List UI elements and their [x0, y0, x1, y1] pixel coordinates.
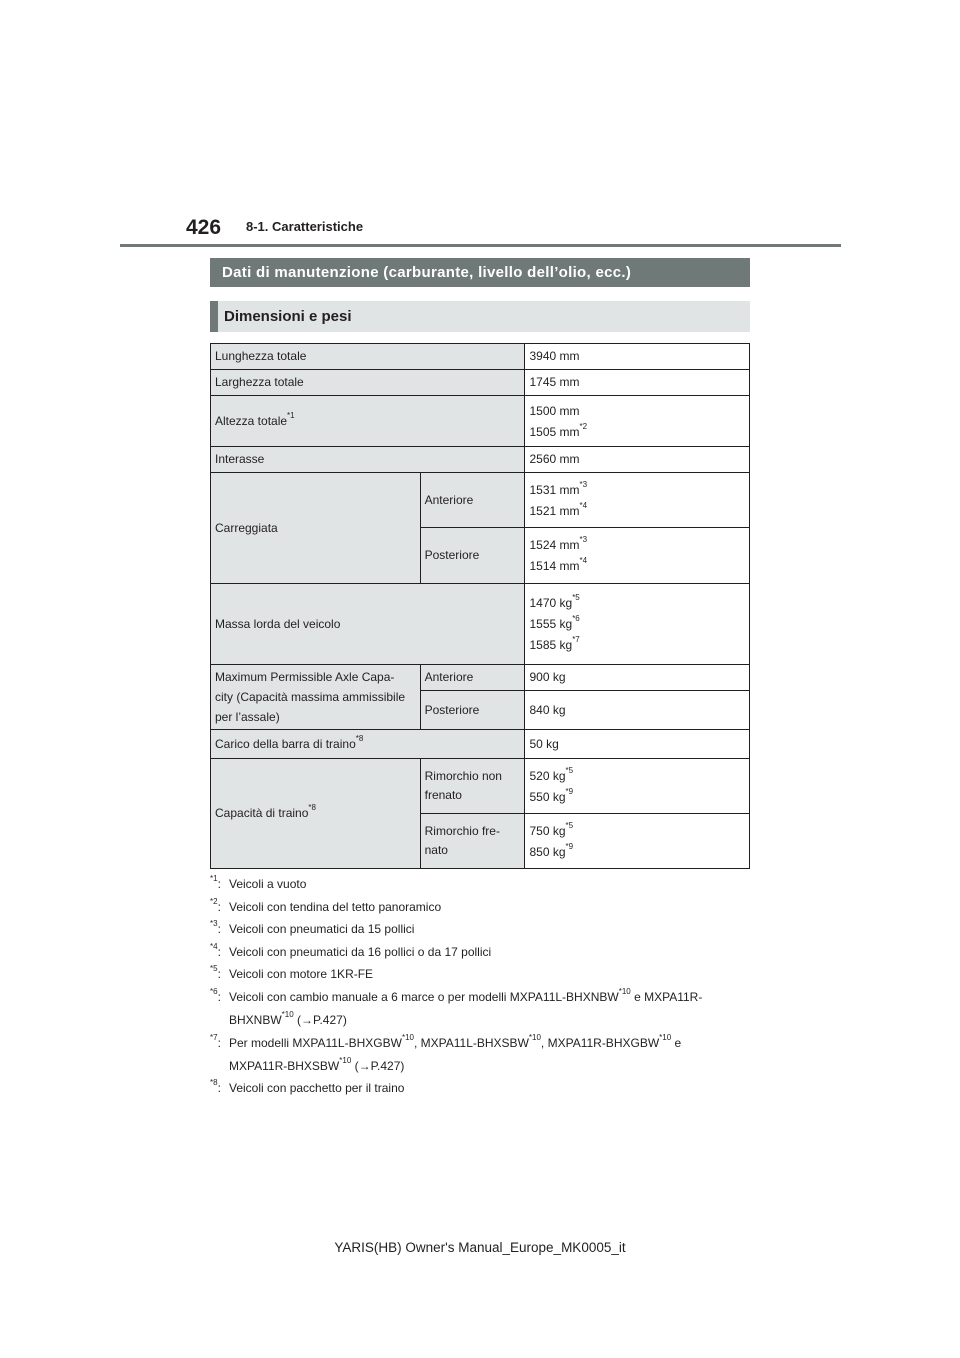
- height-label: Altezza totale$^{*1}$: [211, 396, 525, 447]
- table-row: [211, 473, 750, 528]
- track-label: Carreggiata: [211, 473, 421, 584]
- table-row: [211, 370, 750, 396]
- width-label: Larghezza totale: [211, 370, 525, 396]
- footnote-5: $^{*5}$: Veicoli con motore 1KR-FE: [210, 964, 374, 982]
- wheelbase-label: Interasse: [211, 447, 525, 473]
- table-row: [211, 447, 750, 473]
- wheelbase-value: 2560 mm: [525, 447, 750, 473]
- footnote-8: $^{*8}$: Veicoli con pacchetto per il traino: [210, 1078, 405, 1096]
- table-row: [211, 759, 750, 814]
- footnote-6: $^{*6}$: Veicoli con cambio manuale a 6 marce o per modelli MXPA11L-BHXNBW$^{*10}$ e MXPA11R- BHXNBW$^{*10}$ (→P.427): [210, 986, 703, 1027]
- footnote-4: $^{*4}$: Veicoli con pneumatici da 16 pollici o da 17 pollici: [210, 941, 492, 959]
- length-label: Lunghezza totale: [211, 344, 525, 370]
- axle-rear-value: 840 kg: [525, 691, 750, 730]
- footnote-7: $^{*7}$: Per modelli MXPA11L-BHXGBW$^{*10}$, MXPA11L-BHXSBW$^{*10}$, MXPA11R-BHXGBW$^{*10}$ e MXPA11R-BHXSBW$^{*10}$ (→P.427): [210, 1032, 682, 1073]
- page-number: 426: [186, 216, 222, 239]
- table-row: [211, 665, 750, 691]
- table-row: [211, 396, 750, 447]
- gross-mass-values: 1470 $kg^{*5}$ 1555 $kg^{*6}$ 1585 $kg^{*7}$: [525, 584, 750, 665]
- table-row: [211, 584, 750, 665]
- footnote-2: $^{*2}$: Veicoli con tendina del tetto panoramico: [210, 896, 442, 914]
- table-row: [211, 344, 750, 370]
- width-value: 1745 mm: [525, 370, 750, 396]
- page-footer: YARIS(HB) Owner's Manual_Europe_MK0005_it: [334, 1240, 626, 1255]
- axle-front-label: Anteriore: [420, 665, 525, 691]
- axle-rear-label: Posteriore: [420, 691, 525, 730]
- track-rear-label: Posteriore: [420, 528, 525, 584]
- track-front-values: 1531 $mm^{*3}$ 1521 $mm^{*4}$: [525, 473, 750, 528]
- unbraked-trailer-values: 520 $kg^{*5}$ 550 $kg^{*9}$: [525, 759, 750, 814]
- towbar-load-label: Carico della barra di traino$^{*8}$: [211, 730, 525, 759]
- unbraked-trailer-label: Rimorchio non frenato: [420, 759, 525, 814]
- track-front-label: Anteriore: [420, 473, 525, 528]
- footnote-3: $^{*3}$: Veicoli con pneumatici da 15 pollici: [210, 919, 415, 937]
- chapter-title: 8-1. Caratteristiche: [246, 219, 364, 234]
- axle-capacity-label: Maximum Permissible Axle Capa- city (Capacità massima ammissibile per l’assale): [211, 665, 421, 730]
- header-divider: [120, 244, 841, 247]
- footnotes: [210, 876, 770, 1103]
- gross-mass-label: Massa lorda del veicolo: [211, 584, 525, 665]
- towbar-load-value: 50 kg: [525, 730, 750, 759]
- footnote-1: $^{*1}$: Veicoli a vuoto: [210, 874, 307, 891]
- track-rear-values: 1524 $mm^{*3}$ 1514 $mm^{*4}$: [525, 528, 750, 584]
- towing-capacity-label: Capacità di traino$^{*8}$: [211, 759, 421, 869]
- height-values: 1500 mm 1505 $mm^{*2}$: [525, 396, 750, 447]
- braked-trailer-label: Rimorchio fre- nato: [420, 814, 525, 869]
- braked-trailer-values: 750 $kg^{*5}$ 850 $kg^{*9}$: [525, 814, 750, 869]
- dimensions-weights-table: [210, 343, 750, 869]
- subsection-title: Dimensioni e pesi: [210, 301, 750, 332]
- section-title: Dati di manutenzione (carburante, livello dell’olio, ecc.): [210, 258, 750, 287]
- length-value: 3940 mm: [525, 344, 750, 370]
- table-row: [211, 730, 750, 759]
- axle-front-value: 900 kg: [525, 665, 750, 691]
